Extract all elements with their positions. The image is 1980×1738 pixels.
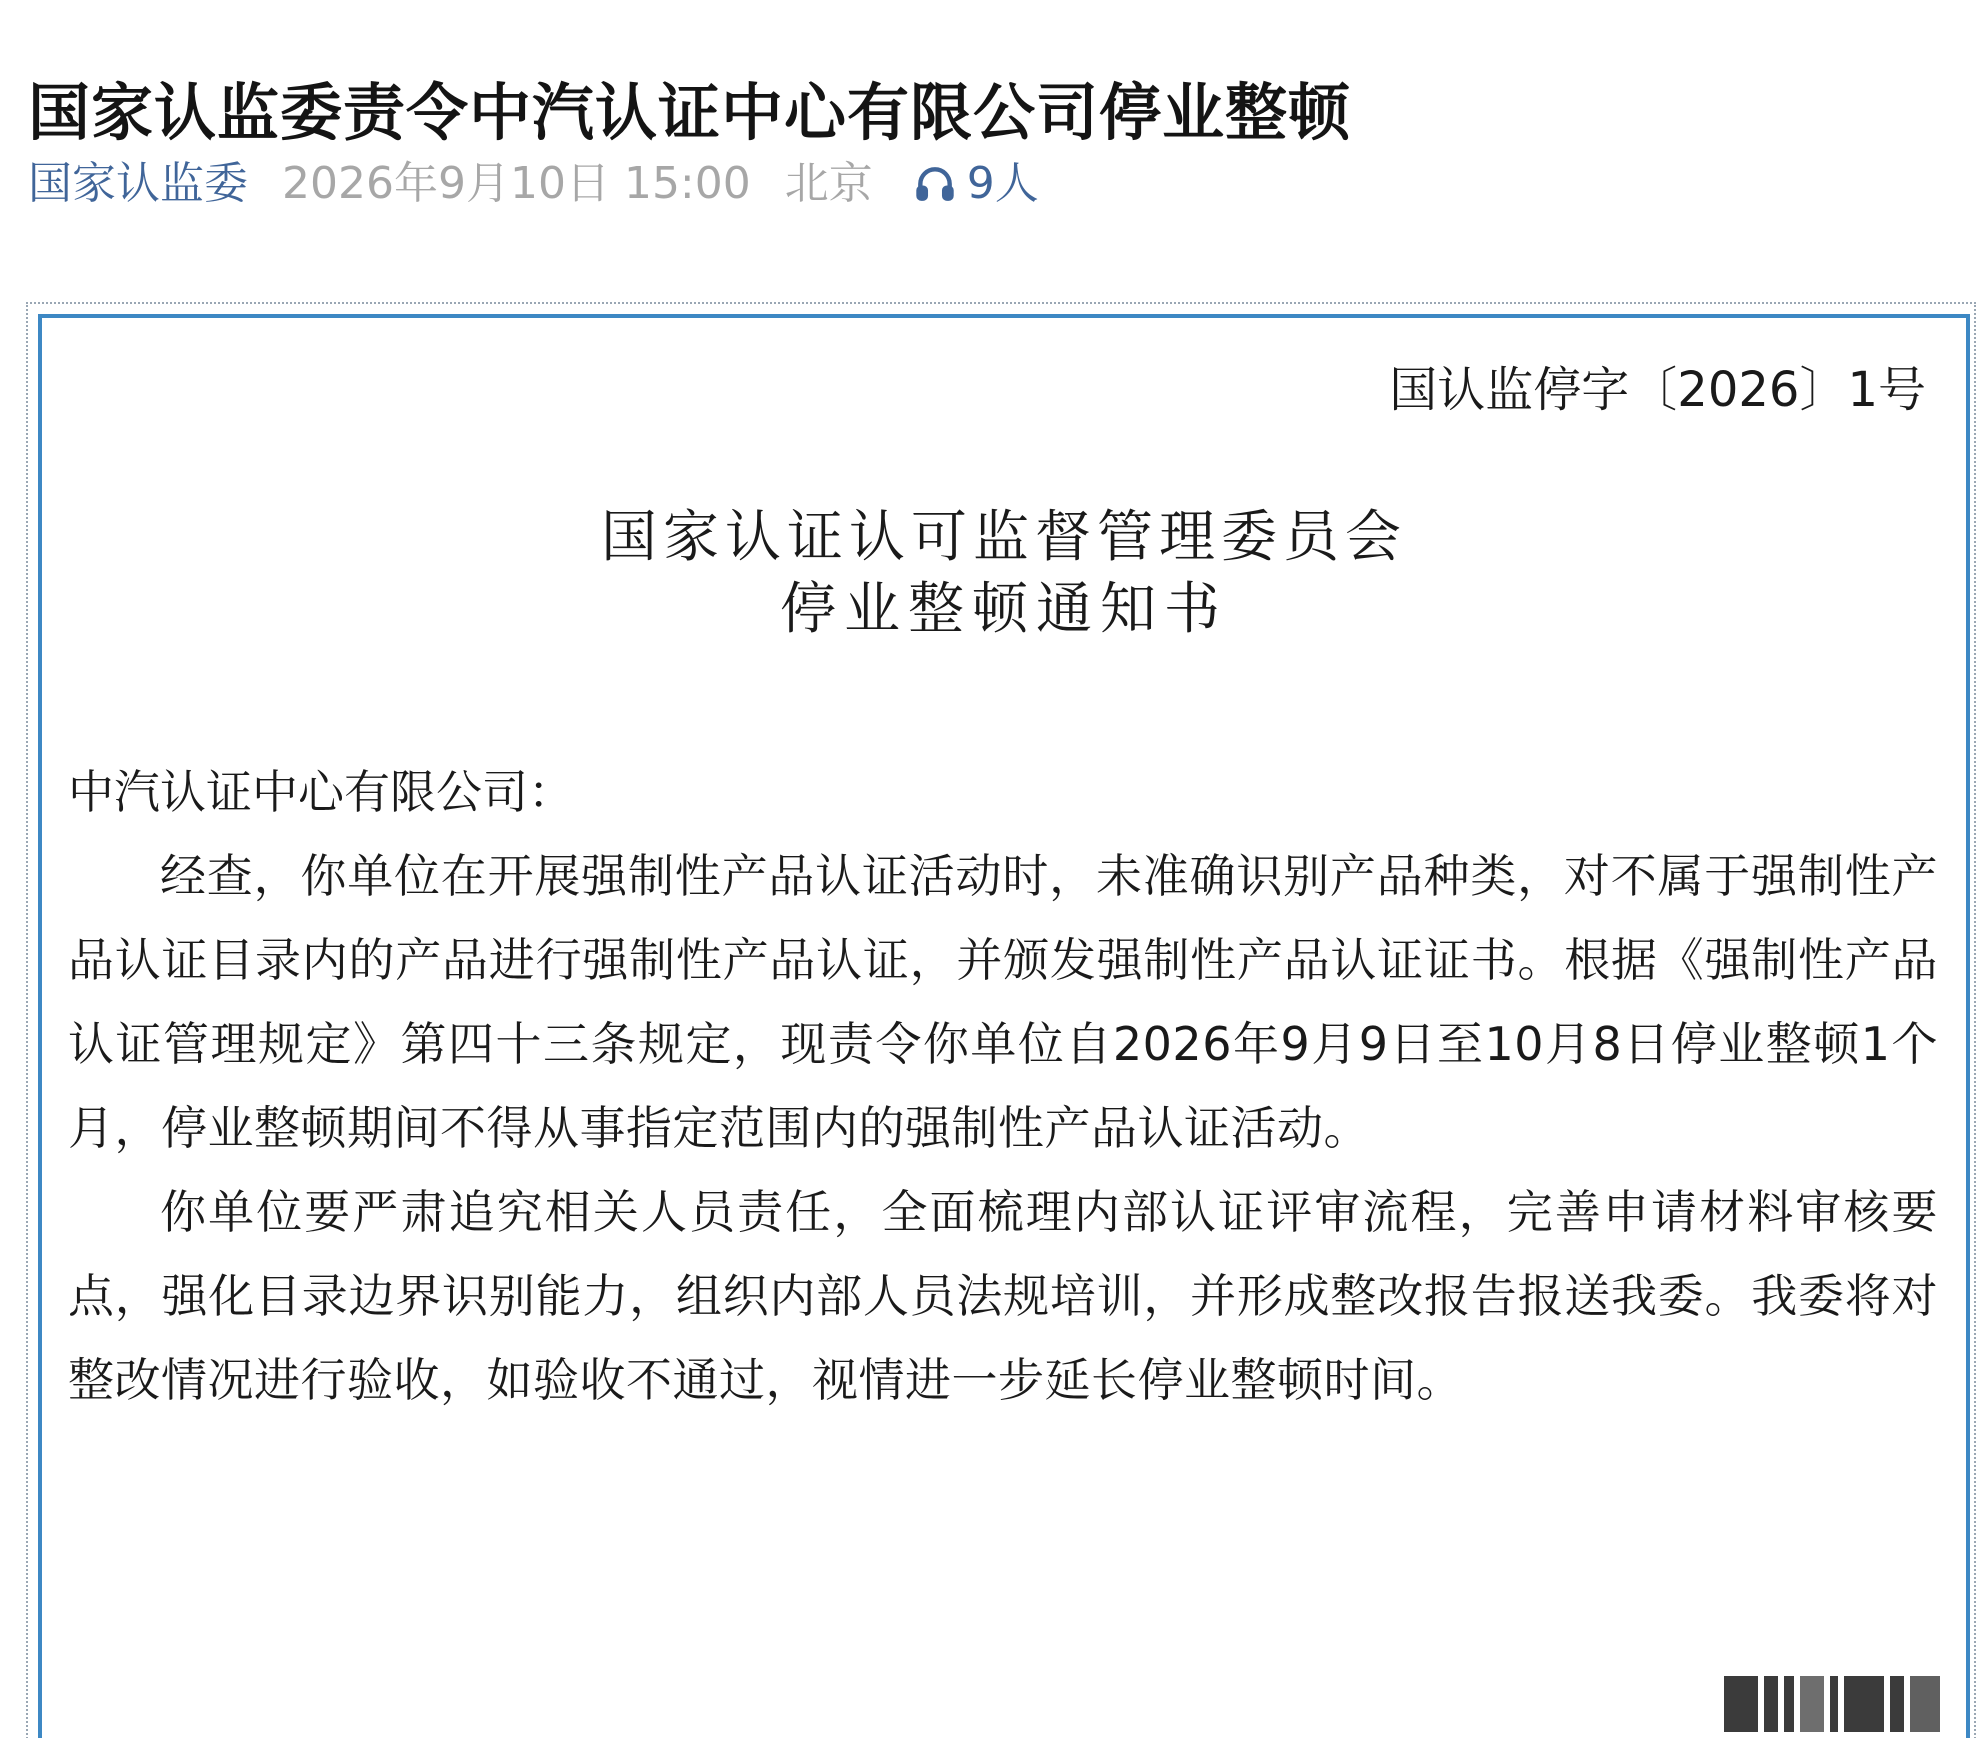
notice-title: 停业整顿通知书 bbox=[780, 577, 1228, 642]
publish-location: 北京 bbox=[784, 158, 873, 209]
publish-time: 2026年9月10日 15:00 bbox=[282, 158, 751, 209]
issuing-organization: 国家认证认可监督管理委员会 bbox=[601, 505, 1407, 570]
watermark-mark bbox=[1724, 1676, 1940, 1732]
headphones-icon bbox=[913, 162, 957, 206]
notice-paragraph: 你单位要严肃追究相关人员责任，全面梳理内部认证评审流程，完善申请材料审核要点，强化目录边界识别能力，组织内部人员法规培训，并形成整改报告报送我委。我委将对整改情况进行验收，如验收不通过，视情进一步延长停业整顿时间。 bbox=[68, 1185, 1938, 1407]
notice-document bbox=[38, 314, 1970, 1738]
article-meta bbox=[28, 156, 1039, 212]
listener-count: 9人 bbox=[966, 158, 1039, 209]
document-number: 国认监停字〔2026〕1号 bbox=[1389, 362, 1926, 418]
article-title: 国家认监委责令中汽认证中心有限公司停业整顿 bbox=[28, 75, 1352, 149]
listen-button[interactable] bbox=[913, 156, 1039, 212]
notice-paragraph: 经查，你单位在开展强制性产品认证活动时，未准确识别产品种类，对不属于强制性产品认证目录内的产品进行强制性产品认证，并颁发强制性产品认证证书。根据《强制性产品认证管理规定》第四十三条规定，现责令你单位自2026年9月9日至10月8日停业整顿1个月，停业整顿期间不得从事指定范围内的强制性产品认证活动。 bbox=[68, 849, 1938, 1155]
source-link[interactable]: 国家认监委 bbox=[28, 158, 248, 209]
addressee: 中汽认证中心有限公司： bbox=[68, 765, 574, 819]
